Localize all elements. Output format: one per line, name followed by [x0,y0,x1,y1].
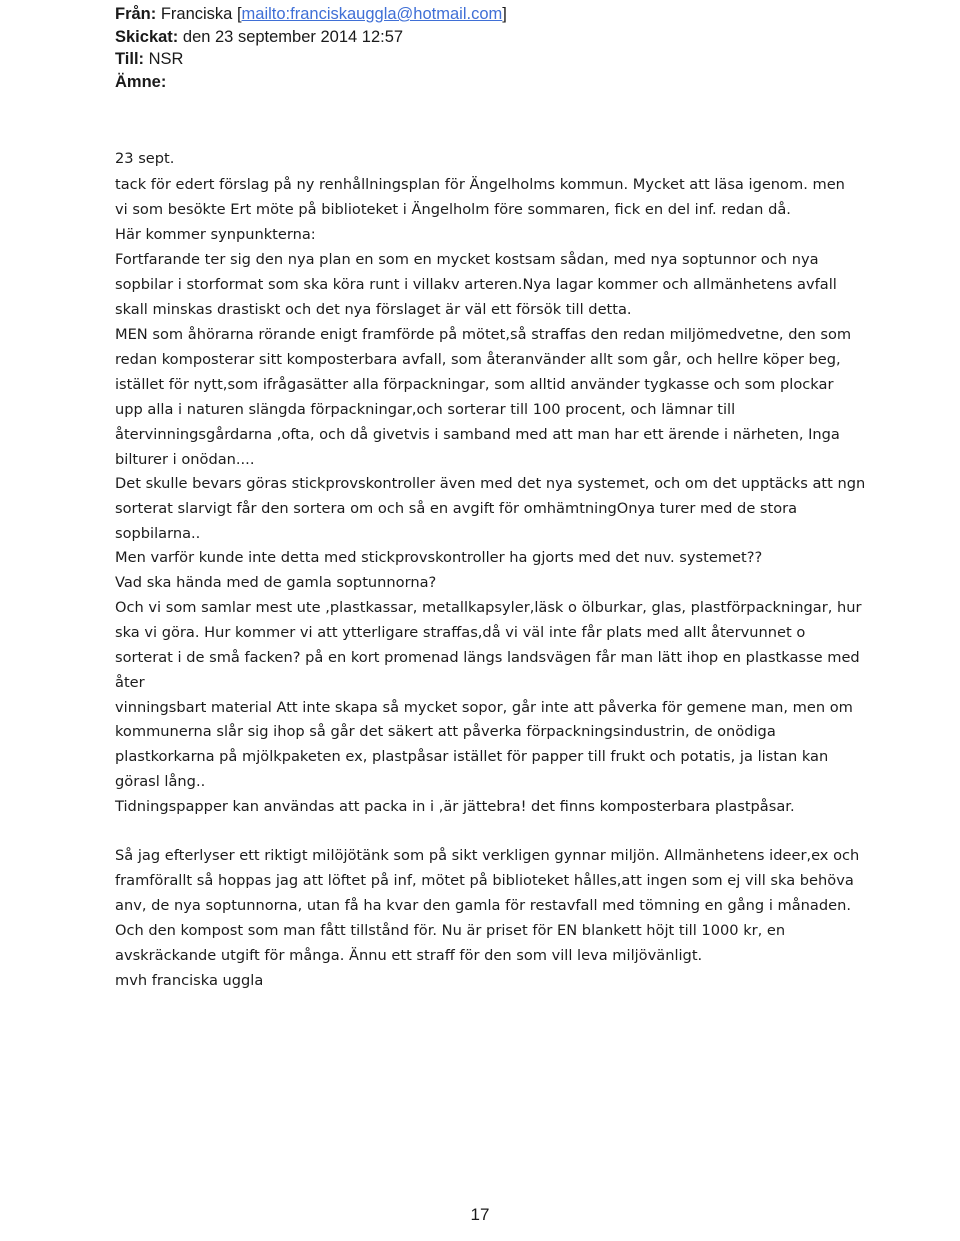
subject-label: Ämne: [115,72,167,91]
to-label: Till: [115,50,145,68]
body-line: återvinningsgårdarna ,ofta, och då givetvis i samband med att man har ett ärende i närheten, Inga [115,426,840,443]
to-value: NSR [148,50,184,68]
from-label: Från: [115,5,157,23]
subject-row [115,71,507,94]
from-name: Franciska [160,5,233,23]
signature-line: mvh franciska uggla [115,972,264,989]
from-row: Från: Franciska [mailto:franciskauggla@hotmail.com] [115,5,507,23]
body-line: sorterat slarvigt får den sortera om och så en avgift för omhämtningOnya turer med de stora [115,500,798,517]
body-line: skall minskas drastiskt och det nya förslaget är väl ett försök till detta. [115,301,632,318]
body-line: MEN som åhörarna rörande enigt framförde på mötet,så straffas den redan miljömedvetne, den som [115,326,852,343]
to-row [115,48,507,71]
body-line: Här kommer synpunkterna: [115,226,316,243]
body-line: kommunerna slår sig ihop så går det säkert att påverka förpackningsindustrin, de onödiga [115,723,776,740]
body-line: istället för nytt,som ifrågasätter alla förpackningar, som alltid använder tygkasse och som plockar [115,376,834,393]
body-line: ska vi göra. Hur kommer vi att ytterligare straffas,då vi väl inte får plats med allt återvunnet o [115,624,806,641]
body-line: sorterat i de små facken? på en kort promenad längs landsvägen får man lätt ihop en plastkasse med [115,649,860,666]
body-line: avskräckande utgift för många. Ännu ett straff för den som vill leva miljövänligt. [115,947,703,964]
sent-value: den 23 september 2014 12:57 [182,27,404,46]
body-line: görasl lång.. [115,773,206,790]
body-line: 23 sept. [115,150,175,167]
page-number: 17 [470,1205,490,1224]
body-line: redan komposterar sitt komposterbara avfall, som återanvänder allt som går, och hellre köper beg, [115,351,841,368]
body-line: vi som besökte Ert möte på biblioteket i Ängelholm före sommaren, fick en del inf. redan då. [115,201,791,218]
body-line: Så jag efterlyser ett riktigt milöjötänk som på sikt verkligen gynnar miljön. Allmänhetens ideer,ex och [115,847,860,864]
body-line: Vad ska hända med de gamla soptunnorna? [115,574,437,591]
body-line: tack för edert förslag på ny renhållningsplan för Ängelholms kommun. Mycket att läsa igenom. men [115,176,845,193]
body-line: åter [115,674,145,691]
body-line: Och vi som samlar mest ute ,plastkassar, metallkapsyler,läsk o ölburkar, glas, plastförpackningar, hur [115,599,862,616]
body-line: sopbilarna.. [115,525,201,542]
body-line: anv, de nya soptunnorna, utan få ha kvar den gamla för restavfall med tömning en gång i månaden. [115,897,851,914]
body-line: sopbilar i storformat som ska köra runt i villakv arteren.Nya lagar kommer och allmänhetens avfall [115,276,837,293]
body-line: bilturer i onödan.... [115,451,255,468]
body-line: Men varför kunde inte detta med stickprovskontroller ha gjorts med det nuv. systemet?? [115,549,763,566]
sent-row [115,26,507,49]
email-header [115,3,507,93]
body-line: Tidningspapper kan användas att packa in i ,är jättebra! det finns komposterbara plastpåsar. [115,798,795,815]
body-line: upp alla i naturen slängda förpackningar,och sorterar till 100 procent, och lämnar till [115,401,736,418]
body-line: Det skulle bevars göras stickprovskontroller även med det nya systemet, och om det upptäcks att ngn [115,475,866,492]
body-line: vinningsbart material Att inte skapa så mycket sopor, går inte att påverka för gemene man, men om [115,699,853,716]
from-email-link[interactable]: mailto:franciskauggla@hotmail.com [241,5,503,23]
sent-label: Skickat: [115,27,179,46]
body-line: Fortfarande ter sig den nya plan en som en mycket kostsam sådan, med nya soptunnor och nya [115,251,819,268]
body-line: plastkorkarna på mjölkpaketen ex, plastpåsar istället för papper till frukt och potatis, ja listan kan [115,748,829,765]
body-line: Och den kompost som man fått tillstånd för. Nu är priset för EN blankett höjt till 1000 kr, en [115,922,786,939]
body-line: framförallt så hoppas jag att löftet på inf, mötet på biblioteket hålles,att ingen som ej vill ska behöva [115,872,854,889]
